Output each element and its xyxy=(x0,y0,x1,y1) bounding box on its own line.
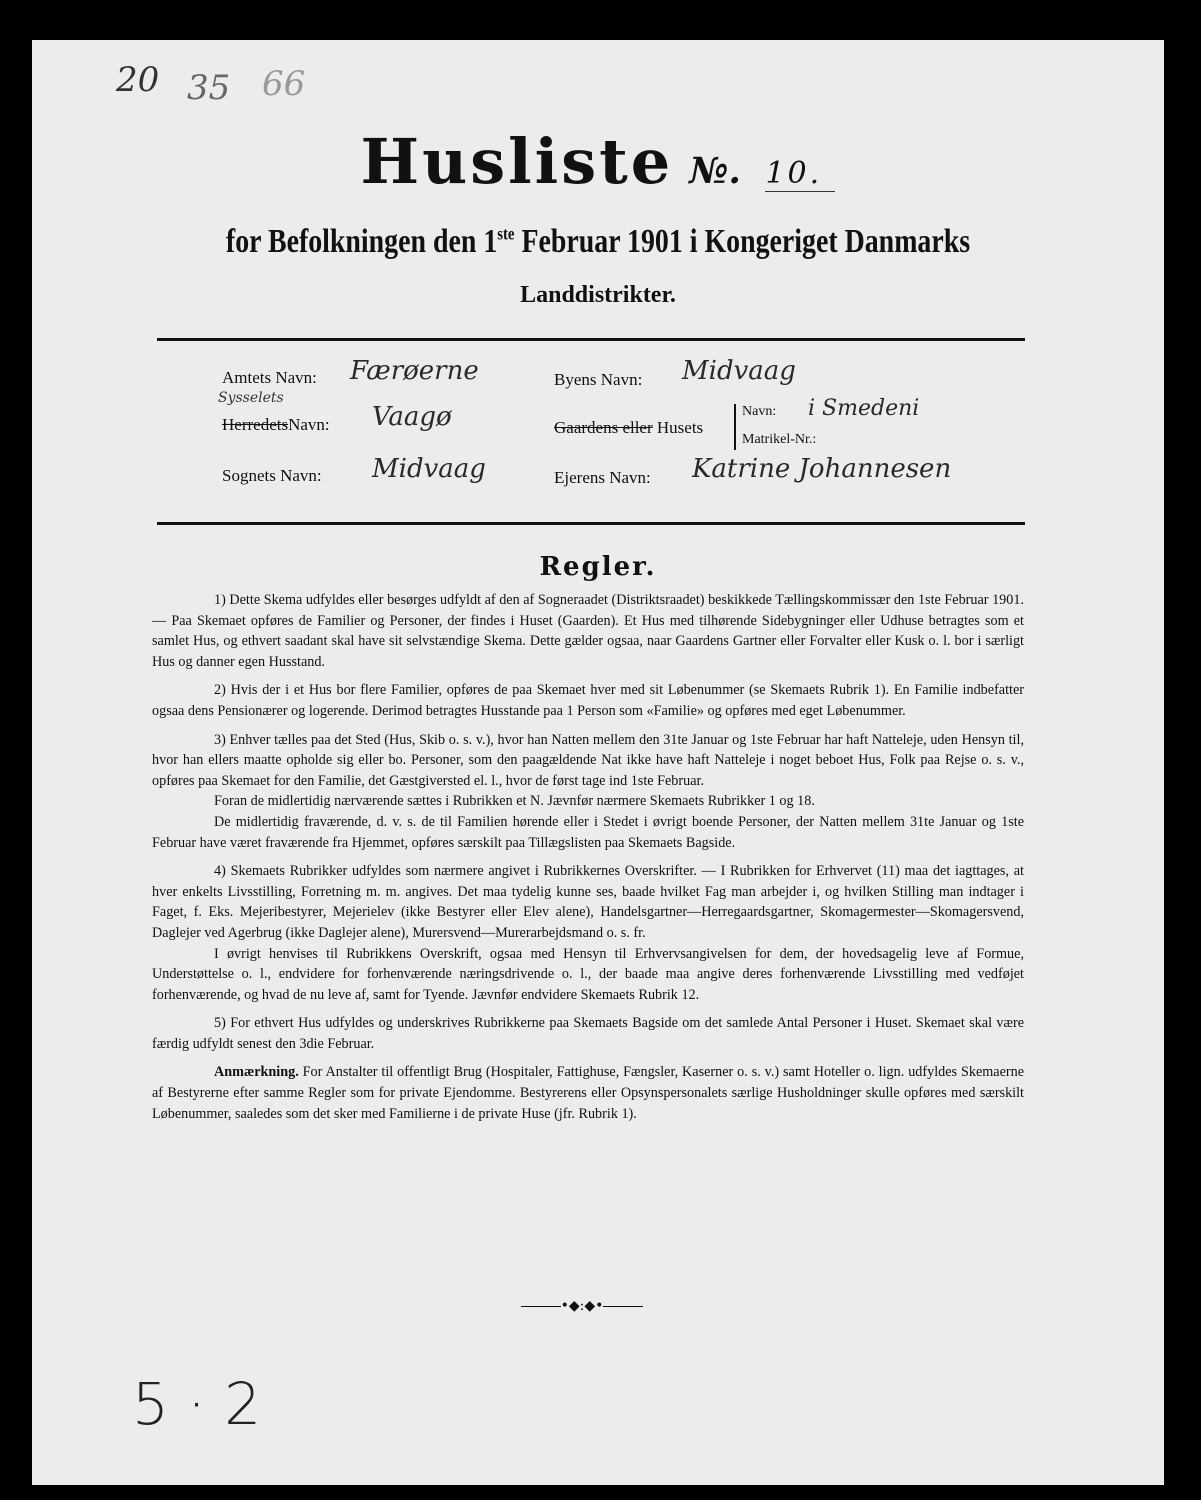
amt-label: Amtets Navn: xyxy=(222,368,317,387)
husets-bracket xyxy=(734,404,736,450)
herred-value: Vaagø xyxy=(372,402,452,432)
navn-label: Navn: xyxy=(742,404,777,419)
amt-value: Færøerne xyxy=(350,356,479,386)
rule-1: 1) Dette Skema udfyldes eller besørges udfyldt af den af Sogneraadet (Distriktsraadet) beskikkede Tællingskommissær den 1ste Februar 1901. — Paa Skemaet opføres de Familier og Personer, der findes i Huset (Gaarden). Et Hus med tilhørende Sidebygninger eller Udhuse betragtes som et samlet Hus, og ethvert saadant skal have sit selvstændige Skema. Dette gælder ogsaa, naar Gaardens Gartner eller Forvalter eller Kusk o. l. bor i særligt Hus og danner egen Husstand. xyxy=(152,592,1024,670)
sogn-label: Sognets Navn: xyxy=(222,466,322,485)
form-subtitle xyxy=(134,223,1062,261)
herred-note: Sysselets xyxy=(218,390,284,406)
subtitle-post: Februar 1901 i Kongeriget Danmarks xyxy=(514,223,971,260)
rule-note xyxy=(152,1062,1024,1124)
herred-label xyxy=(222,415,330,435)
rule-2: 2) Hvis der i et Hus bor flere Familier, opføres de paa Skemaet hver med sit Løbenummer (se Skemaets Rubrik 1). En Familie indbefatter ogsaa dens Pensionærer og logerende. Derimod betragtes Husstande paa 1 Person som «Familie» og opføres med eget Løbenummer. xyxy=(152,682,1024,719)
husets-struck: Gaardens eller xyxy=(554,418,653,437)
rule-3: 3) Enhver tælles paa det Sted (Hus, Skib o. s. v.), hvor han Natten mellem den 31te Januar og 1ste Februar har haft Natteleje, uden Hensyn til, hvor han ellers maatte opholde sig eller bo. Personer, som den paagældende Nat ikke have haft Natteleje i noget beboet Hus, Folk paa Rejse o. s. v., opføres paa Skemaet for den Familie, det Gæstgiversted el. l., hvor de først tage ind 1ste Februar. xyxy=(152,731,1024,789)
subtitle-pre: for Befolkningen den 1 xyxy=(225,223,498,260)
corner-number-1: 20 xyxy=(116,60,160,100)
husets-text: Husets xyxy=(656,418,704,437)
rule-3b: Foran de midlertidig nærværende sættes i Rubrikken et N. Jævnfør nærmere Skemaets Rubrikker 1 og 18. xyxy=(214,793,815,810)
rule-3c: De midlertidig fraværende, d. v. s. de til Familien hørende eller i Stedet i øvrigt boende Personer, der Natten mellem 31te Januar og 1ste Februar have været fraværende fra Hjemmet, opføres særskilt paa Tillægslisten paa Skemaets Bagside. xyxy=(152,813,1024,851)
note-label: Anmærkning. xyxy=(214,1064,299,1081)
number-label: №. xyxy=(689,150,741,192)
by-label: Byens Navn: xyxy=(554,370,643,389)
district-label: Landdistrikter. xyxy=(520,282,676,308)
herred-label-navn: Navn: xyxy=(288,415,330,434)
title-text: Husliste xyxy=(360,125,674,198)
rule-4b: I øvrigt henvises til Rubrikkens Overskrift, ogsaa med Hensyn til Erhvervsangivelsen for dem, der hovedsagelig leve af Formue, Understøttelse o. l., endvidere for forhenværende næringsdrivende o. l., der baade maa angive deres forhenværende Livsstilling med vedføjet forhenværende, og hvad de nu leve af, samt for Tyende. Jævnfør endvidere Skemaets Rubrik 12. xyxy=(152,945,1024,1003)
corner-number-2: 35 xyxy=(187,68,231,108)
ejer-value: Katrine Johannesen xyxy=(692,454,952,484)
census-form-page xyxy=(32,40,1164,1485)
rule-4: 4) Skemaets Rubrikker udfyldes som nærmere angivet i Rubrikkernes Overskrifter. — I Rubrikken for Erhvervet (11) maa det iagttages, at hver enkelts Livsstilling, Forretning m. m. angives. Det maa tydelig kunne ses, baade hvilket Fag man arbejder i, og hvilken Stilling man indtager i Faget, f. Eks. Mejeribestyrer, Mejerielev (ikke Bestyrer eller Elev alene), Handelsgartner—Herregaardsgartner, Skomagermester—Skomagersvend, Daglejer ved Agerbrug (ikke Daglejer alene), Murersvend—Murerarbejdsmand o. s. fr. xyxy=(152,863,1024,941)
sogn-value: Midvaag xyxy=(372,454,486,484)
ornament-glyph: •◆:◆• xyxy=(560,1298,604,1314)
herred-label-struck: Herredets xyxy=(222,415,289,434)
husets-label xyxy=(554,418,703,438)
top-divider xyxy=(157,338,1025,341)
form-number: 10. xyxy=(765,156,835,192)
note-text: For Anstalter til offentligt Brug (Hospitaler, Fattighuse, Fængsler, Kaserner o. s. v.) samt Hoteller o. lign. udfyldes Skemaerne af Bestyrerne efter samme Regler som for private Ejendomme. Bestyrerens eller Opsynspersonalets særlige Husholdninger skulle opføres med særskilt Løbenummer, saaledes som det sker med Familierne i de private Huse (jfr. Rubrik 1). xyxy=(152,1064,1024,1122)
rules-heading: Regler. xyxy=(539,552,657,582)
subtitle-sup: ste xyxy=(497,223,515,244)
ejer-label: Ejerens Navn: xyxy=(554,468,651,487)
rule-5: 5) For ethvert Hus udfyldes og underskrives Rubrikkerne paa Skemaets Bagside om det samlede Antal Personer i Huset. Skemaet skal være færdig udfyldt senest den 3die Februar. xyxy=(152,1015,1024,1052)
bottom-divider xyxy=(157,522,1025,525)
corner-number-3: 66 xyxy=(262,64,306,104)
matrikel-label: Matrikel-Nr.: xyxy=(742,432,817,447)
ornament xyxy=(502,1298,662,1314)
rules-text xyxy=(152,590,1024,1132)
form-title xyxy=(32,125,1164,198)
bottom-handwritten-number: 5 · 2 xyxy=(132,1370,262,1438)
navn-value: i Smedeni xyxy=(808,396,920,421)
by-value: Midvaag xyxy=(682,356,796,386)
